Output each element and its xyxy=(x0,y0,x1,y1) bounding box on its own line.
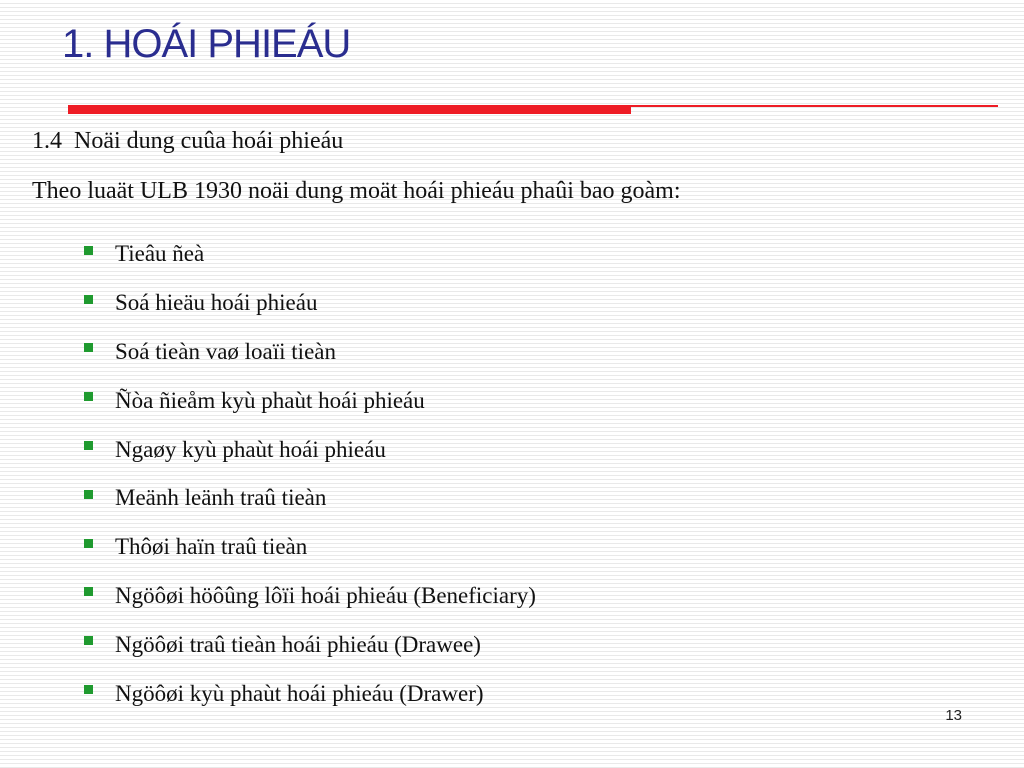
bullet-text: Meänh leänh traû tieàn xyxy=(115,485,327,511)
square-bullet-icon xyxy=(84,636,93,645)
section-number: 1.4 xyxy=(32,128,62,154)
square-bullet-icon xyxy=(84,539,93,548)
bullet-item xyxy=(84,669,536,718)
title-underline-thick xyxy=(68,105,631,114)
bullet-text: Ñòa ñieåm kyù phaùt hoái phieáu xyxy=(115,387,425,413)
square-bullet-icon xyxy=(84,490,93,499)
bullet-text: Ngöôøi höôûng lôïi hoái phieáu (Beneficiary) xyxy=(115,582,536,608)
intro-text: Theo luaät ULB 1930 noäi dung moät hoái phieáu phaûi bao goàm: xyxy=(32,178,681,204)
square-bullet-icon xyxy=(84,441,93,450)
page-number: 13 xyxy=(945,707,962,724)
bullet-item xyxy=(84,279,536,328)
bullet-text: Ngöôøi kyù phaùt hoái phieáu (Drawer) xyxy=(115,680,484,706)
bullet-text: Thôøi haïn traû tieàn xyxy=(115,534,308,560)
bullet-text: Tieâu ñeà xyxy=(115,241,205,267)
section-heading-text: Noäi dung cuûa hoái phieáu xyxy=(74,128,344,154)
bullet-text: Soá hieäu hoái phieáu xyxy=(115,290,318,316)
bullet-item xyxy=(84,523,536,572)
bullet-item xyxy=(84,376,536,425)
square-bullet-icon xyxy=(84,685,93,694)
square-bullet-icon xyxy=(84,343,93,352)
bullet-item xyxy=(84,572,536,621)
bullet-text: Ngöôøi traû tieàn hoái phieáu (Drawee) xyxy=(115,631,481,657)
bullet-item xyxy=(84,230,536,279)
section-heading xyxy=(32,128,343,155)
bullet-item xyxy=(84,620,536,669)
slide-title: 1. HOÁI PHIEÁU xyxy=(62,22,351,66)
square-bullet-icon xyxy=(84,587,93,596)
bullet-text: Soá tieàn vaø loaïi tieàn xyxy=(115,338,336,364)
bullet-text: Ngaøy kyù phaùt hoái phieáu xyxy=(115,436,386,462)
bullet-list xyxy=(84,230,536,718)
bullet-item xyxy=(84,328,536,377)
title-underline-thin xyxy=(631,105,998,107)
bullet-item xyxy=(84,425,536,474)
bullet-item xyxy=(84,474,536,523)
square-bullet-icon xyxy=(84,392,93,401)
square-bullet-icon xyxy=(84,246,93,255)
square-bullet-icon xyxy=(84,295,93,304)
